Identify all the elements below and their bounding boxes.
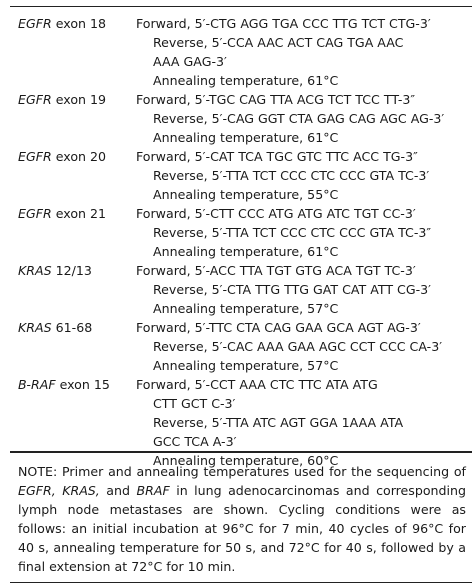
primer-line: AAA GAG-3′ xyxy=(153,54,227,69)
gene-region: exon 21 xyxy=(51,206,107,221)
table-row xyxy=(18,261,466,318)
gene-name: EGFR xyxy=(18,206,52,221)
table-row xyxy=(18,204,466,261)
table-row xyxy=(18,147,466,204)
primer-line: Forward, 5′-TGC CAG TTA ACG TCT TCC TT-3″ xyxy=(136,92,416,107)
table-row xyxy=(18,318,466,375)
gene-label xyxy=(18,204,136,223)
table-row xyxy=(18,375,466,470)
table-note xyxy=(18,462,466,576)
primer-line: Forward, 5′-CCT AAA CTC TTC ATA ATG xyxy=(136,377,378,392)
primer-line: Annealing temperature, 61°C xyxy=(153,244,339,259)
primer-line: Reverse, 5′-TTA TCT CCC CTC CCC GTA TC-3′ xyxy=(153,168,430,183)
primer-line: Reverse, 5′-TTA TCT CCC CTC CCC GTA TC-3″ xyxy=(153,225,432,240)
gene-region: exon 18 xyxy=(51,16,107,31)
primer-details xyxy=(136,14,466,90)
primer-line: Forward, 5′-TTC CTA CAG GAA GCA AGT AG-3′ xyxy=(136,320,421,335)
gene-region: exon 15 xyxy=(55,377,110,392)
gene-region: exon 20 xyxy=(51,149,107,164)
table-row xyxy=(18,14,466,90)
primer-line: Reverse, 5′-CAG GGT CTA GAG CAG AGC AG-3′ xyxy=(153,111,445,126)
note-suffix: in lung adenocarcinomas and corresponding lymph node metastases are shown. Cycling conditions were as follows: an initial incubation at 96°C for 7 min, 40 cycles of 96°C for 40 s, annealing temperature for 50 s, and 72°C for 40 s, followed by a final extension at 72°C for 10 min. xyxy=(18,483,467,574)
primer-line: Annealing temperature, 60°C xyxy=(153,453,339,468)
primer-details xyxy=(136,375,466,470)
gene-label xyxy=(18,14,136,33)
gene-label xyxy=(18,147,136,166)
primer-line: Reverse, 5′-CAC AAA GAA AGC CCT CCC CA-3′ xyxy=(153,339,443,354)
primer-line: Reverse, 5′-CTA TTG TTG GAT CAT ATT CG-3′ xyxy=(153,282,432,297)
note-prefix: NOTE: Primer and annealing temperatures used for the sequencing of xyxy=(18,464,466,479)
bottom-rule xyxy=(10,582,472,583)
primer-line: Annealing temperature, 61°C xyxy=(153,73,339,88)
primer-details xyxy=(136,318,466,375)
primer-line: Forward, 5′-ACC TTA TGT GTG ACA TGT TC-3′ xyxy=(136,263,416,278)
primer-table xyxy=(18,14,466,470)
primer-line: Forward, 5′-CTG AGG TGA CCC TTG TCT CTG-3′ xyxy=(136,16,431,31)
primer-line: Annealing temperature, 55°C xyxy=(153,187,339,202)
note-genes-2: BRAF xyxy=(136,483,170,498)
gene-name: EGFR xyxy=(18,149,52,164)
gene-name: B-RAF xyxy=(18,377,56,392)
primer-details xyxy=(136,147,466,204)
primer-line: GCC TCA A-3′ xyxy=(153,434,237,449)
primer-details xyxy=(136,90,466,147)
gene-region: 61-68 xyxy=(51,320,93,335)
note-genes-1: EGFR, KRAS, xyxy=(18,483,100,498)
note-divider xyxy=(10,451,472,453)
primer-details xyxy=(136,204,466,261)
note-mid: and xyxy=(99,483,137,498)
primer-details xyxy=(136,261,466,318)
primer-line: Annealing temperature, 57°C xyxy=(153,301,339,316)
gene-label xyxy=(18,318,136,337)
gene-region: exon 19 xyxy=(51,92,107,107)
primer-line: Annealing temperature, 57°C xyxy=(153,358,339,373)
gene-region: 12/13 xyxy=(51,263,92,278)
gene-name: EGFR xyxy=(18,92,52,107)
primer-line: Reverse, 5′-TTA ATC AGT GGA 1AAA ATA xyxy=(153,415,404,430)
gene-name: EGFR xyxy=(18,16,52,31)
primer-line: CTT GCT C-3′ xyxy=(153,396,236,411)
primer-line: Reverse, 5′-CCA AAC ACT CAG TGA AAC xyxy=(153,35,404,50)
primer-line: Forward, 5′-CAT TCA TGC GTC TTC ACC TG-3″ xyxy=(136,149,418,164)
top-rule xyxy=(10,6,472,7)
gene-label xyxy=(18,261,136,280)
table-row xyxy=(18,90,466,147)
gene-label xyxy=(18,90,136,109)
primer-line: Annealing temperature, 61°C xyxy=(153,130,339,145)
gene-name: KRAS xyxy=(18,263,52,278)
primer-line: Forward, 5′-CTT CCC ATG ATG ATC TGT CC-3′ xyxy=(136,206,416,221)
gene-name: KRAS xyxy=(18,320,52,335)
gene-label xyxy=(18,375,136,394)
